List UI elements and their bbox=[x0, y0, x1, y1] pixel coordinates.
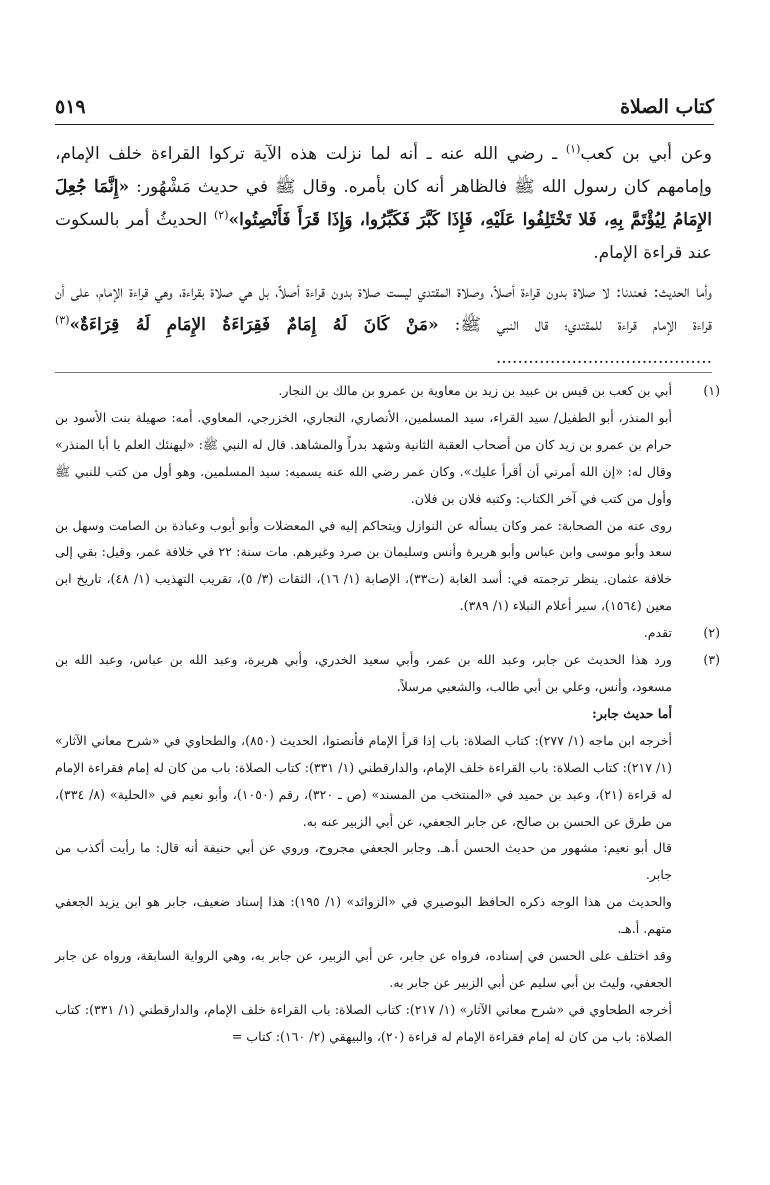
footnote-separator bbox=[55, 372, 712, 373]
footnote-number: (٢) bbox=[703, 625, 720, 641]
chapter-title: كتاب الصلاة bbox=[620, 96, 714, 118]
footnote-number: (٣) bbox=[703, 652, 720, 668]
paragraph-2-dots: ........................................ bbox=[495, 348, 712, 368]
page-header bbox=[55, 90, 714, 125]
footnote-line: روى عنه من الصحابة: عمر وكان يسأله عن النوازل ويتحاكم إليه في المعضلات وأبو أيوب وعبادة بن الصامت وسهل بن سعد وأبو موسى وابن عباس وأبو هريرة وأنس وسليمان بن صرد وغيرهم. مات سنة: ٢٢ في خلافة عمر، وقيل: بقي إلى خلافة عثمان. ينظر ترجمته في: أسد الغابة (ت٣٣)، الإصابة (١/ ١٦)، الثقات (٣/ ٥)، تقريب التهذيب (١/ ٤٨)، تاريخ ابن معين (١٥٦٤)، سير أعلام النبلاء (١/ ٣٨٩). bbox=[55, 517, 673, 614]
footnote-2 bbox=[55, 620, 720, 647]
footnote-line: أبي بن كعب بن قيس بن عبيد بن زيد بن معاوية بن عمرو بن مالك بن النجار. bbox=[278, 383, 672, 398]
footnote-3 bbox=[55, 647, 720, 1051]
footnote-line: ورد هذا الحديث عن جابر، وعبد الله بن عمر، وأبي سعيد الخدري، وأبي هريرة، وعبد الله بن عباس، وعبد الله بن مسعود، وأنس، وعلي بن أبي طالب، والشعبي مرسلاً. bbox=[55, 652, 672, 694]
hadith-quote-2: «مَنْ كَانَ لَهُ إِمَامٌ فَقِرَاءَةُ الإِمَامِ لَهُ قِرَاءَةٌ» bbox=[69, 315, 439, 335]
paragraph-1-text-c: الحديثُ أمر بالسكوت عند قراءة الإمام. bbox=[55, 210, 712, 263]
footnote-ref-2: (٢) bbox=[213, 208, 229, 222]
footnote-line: أخرجه ابن ماجه (١/ ٢٧٧): كتاب الصلاة: باب إذا قرأ الإمام فأنصتوا، الحديث (٨٥٠)، والطحاوي في «شرح معاني الآثار» (١/ ٢١٧): كتاب الصلاة: باب القراءة خلف الإمام، والدارقطني (١/ ٣٣١): كتاب الصلاة: باب من كان له إمام فقراءة الإمام له قراءة (٢١)، وعبد بن حميد في «المنتخب من المسند» (ص ـ ٣٢٠)، رقم (١٠٥٠)، وأبو نعيم في «الحلية» (٨/ ٣٣٤)، من طرق عن الحسن بن صالح، عن جابر الجعفي، عن أبي الزبير عنه به. bbox=[55, 732, 672, 829]
footnote-number: (١) bbox=[703, 383, 720, 398]
main-text bbox=[55, 138, 712, 381]
footnote-line: والحديث من هذا الوجه ذكره الحافظ البوصيري في «الزوائد» (١/ ١٩٥): هذا إسناد ضعيف، جابر هو ابن يزيد الجعفي متهم. أ.هـ. bbox=[55, 894, 672, 937]
paragraph-1-text-b: ـ رضي الله عنه ـ أنه لما نزلت هذه الآية تركوا القراءة خلف الإمام، وإمامهم كان رسول الله ﷺ فالظاهر أنه كان بأمره. وقال ﷺ في حديث مَشْهُور: bbox=[55, 144, 712, 197]
footnote-ref-3: (٣) bbox=[55, 313, 70, 327]
footnote-line: قال أبو نعيم: مشهور من حديث الحسن أ.هـ. وجابر الجعفي مجروح، وروي عن أبي حنيفة أنه قال: ما رأيت أكذب من جابر. bbox=[55, 840, 672, 883]
footnote-line: تقدم. bbox=[643, 625, 672, 641]
paragraph-1-text-a: وعن أبي بن كعب bbox=[580, 144, 712, 164]
footnote-ref-1: (١) bbox=[565, 142, 581, 156]
page-number: ٥١٩ bbox=[55, 96, 86, 118]
footnote-subheading: أما حديث جابر: bbox=[592, 705, 672, 721]
footnote-line: أبو المنذر، أبو الطفيل/ سيد القراء، سيد المسلمين، الأنصاري، النجاري، الخزرجي، المعاوي. أمه: صهيلة بنت الأسود بن حرام بن عمرو بن زيد كان من أصحاب العقبة الثانية وشهد بدراً والمشاهد. قال له النبي ﷺ: «ليهنئك العلم يا أبا المنذر» وقال له: «إن الله أمرني أن أقرأ عليك». وكان عمر رضي الله عنه يسميه: سيد المسلمين. وهو أول من كتب للنبي ﷺ وأول من كتب في آخر الكتاب: وكتبه فلان بن فلان. bbox=[55, 409, 672, 506]
paragraph-1 bbox=[55, 138, 712, 270]
hadith-quote-1: «إِنَّمَا جُعِلَ الإِمَامُ لِيُؤْتَمَّ بِهِ، فَلا تَخْتَلِفُوا عَلَيْهِ، فَإِذَا كَبَّرَ فَكَبِّرُوا، وَإِذَا قَرَأَ فَأَنْصِتُوا» bbox=[55, 177, 712, 230]
footnote-line: أخرجه الطحاوي في «شرح معاني الآثار» (١/ ٢١٧): كتاب الصلاة: باب القراءة خلف الإمام، والدارقطني (١/ ٣٣١): كتاب الصلاة: باب من كان له إمام فقراءة الإمام له قراءة (٢٠)، والبيهقي (٢/ ١٦٠): كتاب = bbox=[55, 1001, 672, 1044]
paragraph-2 bbox=[55, 276, 712, 375]
footnote-1 bbox=[55, 378, 720, 620]
paragraph-2-text-a: وأما الحديث: فعندنا: لا صلاة بدون قراءة أصلاً، وصلاة المقتدي ليست صلاة بدون قراءة أصلاً، بل هي صلاة بقراءة، وهي قراءة الإمام، على أن قراءة الإمام قراءة للمقتدي؛ قال النبي ﷺ: bbox=[55, 282, 712, 335]
footnotes bbox=[55, 378, 720, 1051]
footnote-line: وقد اختلف على الحسن في إسناده، فرواه عن جابر، عن أبي الزبير، عن جابر به، وهي الرواية السابقة، ورواه عن جابر الجعفي، وليث بن أبي سليم عن أبي الزبير عن جابر به. bbox=[55, 948, 672, 990]
